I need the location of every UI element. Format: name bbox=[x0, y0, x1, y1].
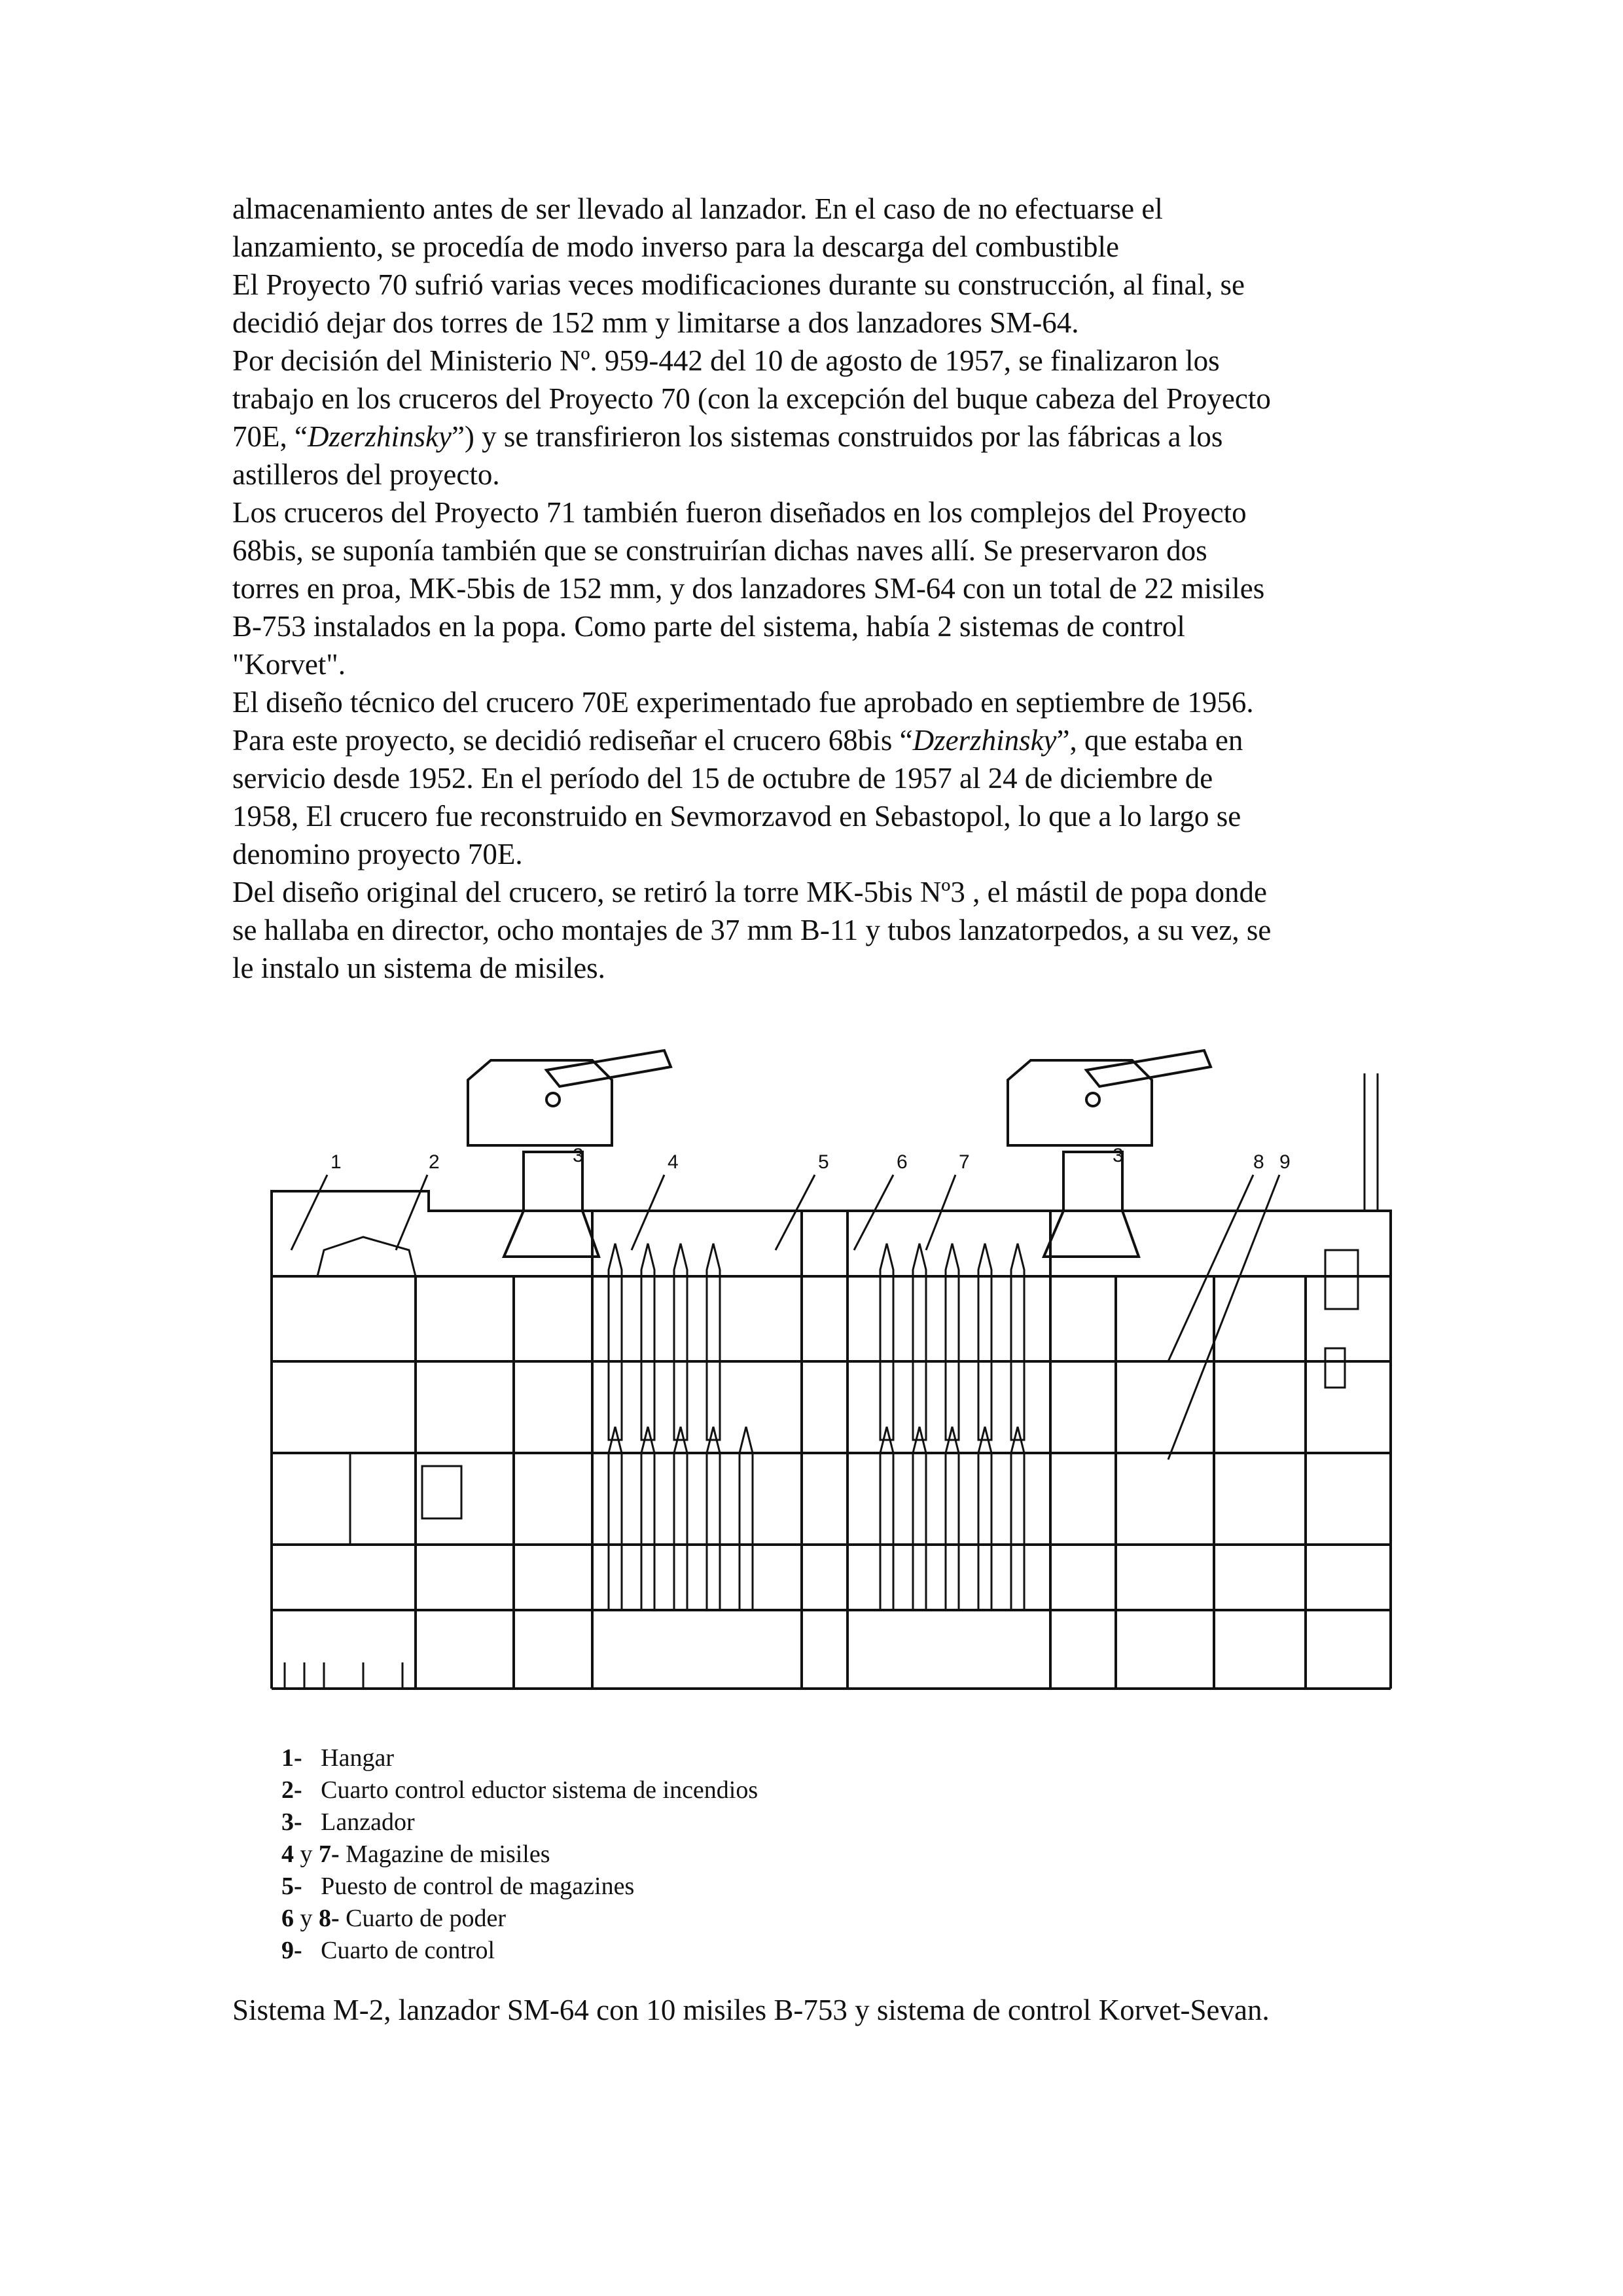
callout-7: 7 bbox=[959, 1151, 970, 1173]
legend-conjunction: y bbox=[294, 1905, 319, 1932]
paragraph-3 bbox=[232, 342, 1410, 493]
legend-label: Cuarto de control bbox=[321, 1937, 495, 1964]
text-line: almacenamiento antes de ser llevado al lanzador. En el caso de no efectuarse el bbox=[232, 192, 1163, 225]
callout-4: 4 bbox=[668, 1151, 679, 1173]
legend-number: 7- bbox=[319, 1840, 340, 1868]
paragraph-5 bbox=[232, 683, 1410, 873]
text-line: 1958, El crucero fue reconstruido en Sevmorzavod en Sebastopol, lo que a lo largo se bbox=[232, 800, 1241, 833]
text-line: se hallaba en director, ocho montajes de 37 mm B-11 y tubos lanzatorpedos, a su vez, se bbox=[232, 914, 1272, 946]
legend-item bbox=[281, 1903, 758, 1935]
text-fragment: ”) y se transfirieron los sistemas construidos por las fábricas a los bbox=[451, 420, 1223, 453]
legend-number: 1- bbox=[281, 1744, 302, 1772]
ship-section-drawing bbox=[265, 1034, 1410, 1715]
text-line: Por decisión del Ministerio Nº. 959-442 del 10 de agosto de 1957, se finalizaron los bbox=[232, 344, 1220, 377]
legend-item bbox=[281, 1871, 758, 1903]
legend-item bbox=[281, 1742, 758, 1774]
legend-label: Lanzador bbox=[321, 1808, 415, 1836]
figure-caption: Sistema M-2, lanzador SM-64 con 10 misiles B-753 y sistema de control Korvet-Sevan. bbox=[232, 1994, 1270, 2026]
text-fragment: Para este proyecto, se decidió rediseñar el crucero 68bis “ bbox=[232, 724, 913, 757]
ship-name-italic: Dzerzhinsky bbox=[307, 420, 452, 453]
text-line: Del diseño original del crucero, se retiró la torre MK-5bis Nº3 , el mástil de popa donde bbox=[232, 876, 1267, 908]
text-line: servicio desde 1952. En el período del 15 de octubre de 1957 al 24 de diciembre de bbox=[232, 762, 1213, 795]
callout-5: 5 bbox=[818, 1151, 829, 1173]
text-line: decidió dejar dos torres de 152 mm y limitarse a dos lanzadores SM-64. bbox=[232, 306, 1079, 339]
legend-number: 8- bbox=[319, 1905, 340, 1932]
legend-label: Magazine de misiles bbox=[339, 1840, 550, 1868]
legend-item bbox=[281, 1806, 758, 1839]
paragraph-4 bbox=[232, 493, 1410, 683]
body-text bbox=[232, 190, 1410, 987]
text-line: le instalo un sistema de misiles. bbox=[232, 952, 605, 984]
missile-system-diagram bbox=[265, 1034, 1410, 1715]
text-line: trabajo en los cruceros del Proyecto 70 (con la excepción del buque cabeza del Proyecto bbox=[232, 382, 1271, 415]
diagram-legend bbox=[281, 1742, 758, 1967]
callout-2: 2 bbox=[429, 1151, 440, 1173]
text-fragment: 70E, “ bbox=[232, 420, 308, 453]
callout-6: 6 bbox=[897, 1151, 908, 1173]
legend-label: Cuarto control eductor sistema de incendios bbox=[321, 1776, 758, 1804]
legend-item bbox=[281, 1774, 758, 1806]
text-line: B-753 instalados en la popa. Como parte del sistema, había 2 sistemas de control bbox=[232, 610, 1185, 643]
callout-1: 1 bbox=[330, 1151, 342, 1173]
text-line: denomino proyecto 70E. bbox=[232, 838, 523, 870]
legend-number: 5- bbox=[281, 1873, 302, 1900]
frame-ticks bbox=[285, 1662, 402, 1689]
callout-8: 8 bbox=[1253, 1151, 1264, 1173]
text-line: El Proyecto 70 sufrió varias veces modificaciones durante su construcción, al final, se bbox=[232, 268, 1245, 301]
text-line: lanzamiento, se procedía de modo inverso para la descarga del combustible bbox=[232, 230, 1119, 263]
callout-numbers bbox=[330, 1145, 1291, 1173]
paragraph-2 bbox=[232, 266, 1410, 342]
legend-item bbox=[281, 1839, 758, 1871]
ship-name-italic: Dzerzhinsky bbox=[912, 724, 1057, 757]
callout-leaders bbox=[291, 1175, 1279, 1460]
launcher-turret-aft bbox=[1008, 1050, 1211, 1257]
legend-number: 9- bbox=[281, 1937, 302, 1964]
legend-number: 6 bbox=[281, 1905, 294, 1932]
paragraph-6 bbox=[232, 873, 1410, 987]
legend-number: 2- bbox=[281, 1776, 302, 1804]
launcher-turret-fore bbox=[468, 1050, 671, 1257]
text-line: "Korvet". bbox=[232, 648, 346, 681]
legend-label: Cuarto de poder bbox=[339, 1905, 506, 1932]
callout-3-fore: 3 bbox=[573, 1145, 584, 1166]
legend-item bbox=[281, 1935, 758, 1967]
text-line: 68bis, se suponía también que se construirían dichas naves allí. Se preservaron dos bbox=[232, 534, 1207, 567]
missile-magazine-aft bbox=[880, 1244, 1024, 1610]
text-line: astilleros del proyecto. bbox=[232, 458, 500, 491]
legend-label: Puesto de control de magazines bbox=[321, 1873, 635, 1900]
callout-9: 9 bbox=[1279, 1151, 1291, 1173]
hull-outline bbox=[272, 1191, 1391, 1689]
text-line: El diseño técnico del crucero 70E experimentado fue aprobado en septiembre de 1956. bbox=[232, 686, 1254, 719]
legend-conjunction: y bbox=[294, 1840, 319, 1868]
text-line: torres en proa, MK-5bis de 152 mm, y dos lanzadores SM-64 con un total de 22 misiles bbox=[232, 572, 1265, 605]
paragraph-1 bbox=[232, 190, 1410, 266]
legend-number: 3- bbox=[281, 1808, 302, 1836]
text-fragment: ”, que estaba en bbox=[1056, 724, 1243, 757]
legend-label: Hangar bbox=[321, 1744, 394, 1772]
text-line: Los cruceros del Proyecto 71 también fueron diseñados en los complejos del Proyecto bbox=[232, 496, 1247, 529]
legend-number: 4 bbox=[281, 1840, 294, 1868]
missile-magazine-fore bbox=[609, 1244, 753, 1610]
callout-3-aft: 3 bbox=[1113, 1145, 1124, 1166]
